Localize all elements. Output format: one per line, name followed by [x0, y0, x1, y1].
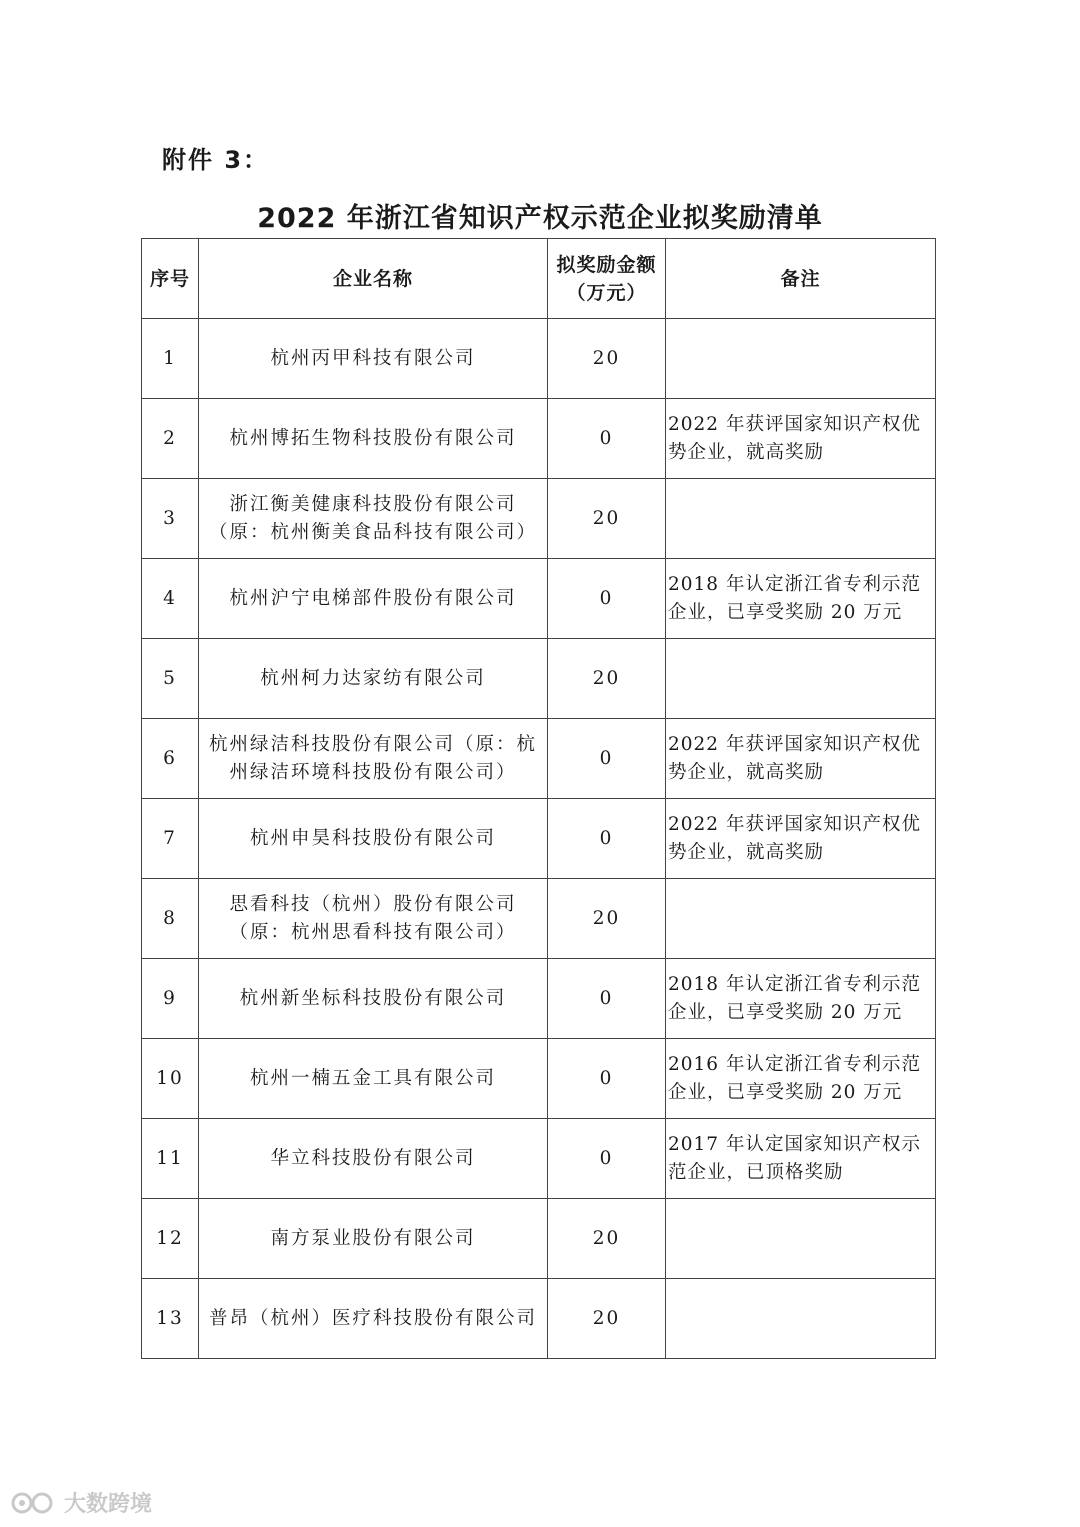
table-row [142, 1119, 936, 1199]
award-list-table [141, 238, 936, 1359]
header-name: 企业名称 [199, 239, 548, 319]
table-row [142, 479, 936, 559]
row-no: 10 [142, 1039, 199, 1119]
table-row [142, 879, 936, 959]
company-name: 杭州一楠五金工具有限公司 [199, 1039, 548, 1119]
row-no: 2 [142, 399, 199, 479]
remark [666, 639, 936, 719]
table-row [142, 639, 936, 719]
table-row [142, 799, 936, 879]
award-amount: 20 [548, 1199, 666, 1279]
row-no: 8 [142, 879, 199, 959]
watermark [10, 1487, 152, 1518]
company-name: 普昂（杭州）医疗科技股份有限公司 [199, 1279, 548, 1359]
row-no: 12 [142, 1199, 199, 1279]
remark [666, 1199, 936, 1279]
remark [666, 479, 936, 559]
table-row [142, 719, 936, 799]
company-name: 思看科技（杭州）股份有限公司（原：杭州思看科技有限公司） [199, 879, 548, 959]
award-amount: 20 [548, 1279, 666, 1359]
company-name: 杭州新坐标科技股份有限公司 [199, 959, 548, 1039]
watermark-logo-icon [10, 1490, 58, 1516]
remark: 2018 年认定浙江省专利示范企业，已享受奖励 20 万元 [666, 959, 936, 1039]
row-no: 6 [142, 719, 199, 799]
remark [666, 1279, 936, 1359]
company-name: 杭州沪宁电梯部件股份有限公司 [199, 559, 548, 639]
award-amount: 20 [548, 319, 666, 399]
company-name: 南方泵业股份有限公司 [199, 1199, 548, 1279]
award-amount: 0 [548, 719, 666, 799]
table-row [142, 1279, 936, 1359]
company-name: 杭州申昊科技股份有限公司 [199, 799, 548, 879]
award-amount: 20 [548, 479, 666, 559]
table-row [142, 559, 936, 639]
table-header-row [142, 239, 936, 319]
table-row [142, 1199, 936, 1279]
row-no: 11 [142, 1119, 199, 1199]
award-amount: 0 [548, 799, 666, 879]
row-no: 3 [142, 479, 199, 559]
company-name: 华立科技股份有限公司 [199, 1119, 548, 1199]
award-amount: 0 [548, 399, 666, 479]
table-row [142, 319, 936, 399]
remark [666, 879, 936, 959]
company-name: 杭州柯力达家纺有限公司 [199, 639, 548, 719]
remark: 2017 年认定国家知识产权示范企业，已顶格奖励 [666, 1119, 936, 1199]
header-remark: 备注 [666, 239, 936, 319]
table-row [142, 959, 936, 1039]
company-name: 杭州丙甲科技有限公司 [199, 319, 548, 399]
remark [666, 319, 936, 399]
company-name: 杭州博拓生物科技股份有限公司 [199, 399, 548, 479]
row-no: 5 [142, 639, 199, 719]
document-title: 2022 年浙江省知识产权示范企业拟奖励清单 [257, 203, 823, 234]
row-no: 13 [142, 1279, 199, 1359]
row-no: 9 [142, 959, 199, 1039]
header-no: 序号 [142, 239, 199, 319]
remark: 2022 年获评国家知识产权优势企业，就高奖励 [666, 719, 936, 799]
remark: 2022 年获评国家知识产权优势企业，就高奖励 [666, 799, 936, 879]
row-no: 1 [142, 319, 199, 399]
table-row [142, 399, 936, 479]
award-amount: 0 [548, 959, 666, 1039]
row-no: 4 [142, 559, 199, 639]
award-amount: 0 [548, 1039, 666, 1119]
award-amount: 20 [548, 639, 666, 719]
company-name: 浙江衡美健康科技股份有限公司（原：杭州衡美食品科技有限公司） [199, 479, 548, 559]
remark: 2018 年认定浙江省专利示范企业，已享受奖励 20 万元 [666, 559, 936, 639]
award-amount: 0 [548, 1119, 666, 1199]
remark: 2022 年获评国家知识产权优势企业，就高奖励 [666, 399, 936, 479]
header-amount: 拟奖励金额（万元） [548, 239, 666, 319]
watermark-text: 大数跨境 [64, 1492, 153, 1517]
award-amount: 0 [548, 559, 666, 639]
company-name: 杭州绿洁科技股份有限公司（原：杭州绿洁环境科技股份有限公司） [199, 719, 548, 799]
award-amount: 20 [548, 879, 666, 959]
table-row [142, 1039, 936, 1119]
row-no: 7 [142, 799, 199, 879]
attachment-label: 附件 3： [162, 146, 270, 174]
remark: 2016 年认定浙江省专利示范企业，已享受奖励 20 万元 [666, 1039, 936, 1119]
